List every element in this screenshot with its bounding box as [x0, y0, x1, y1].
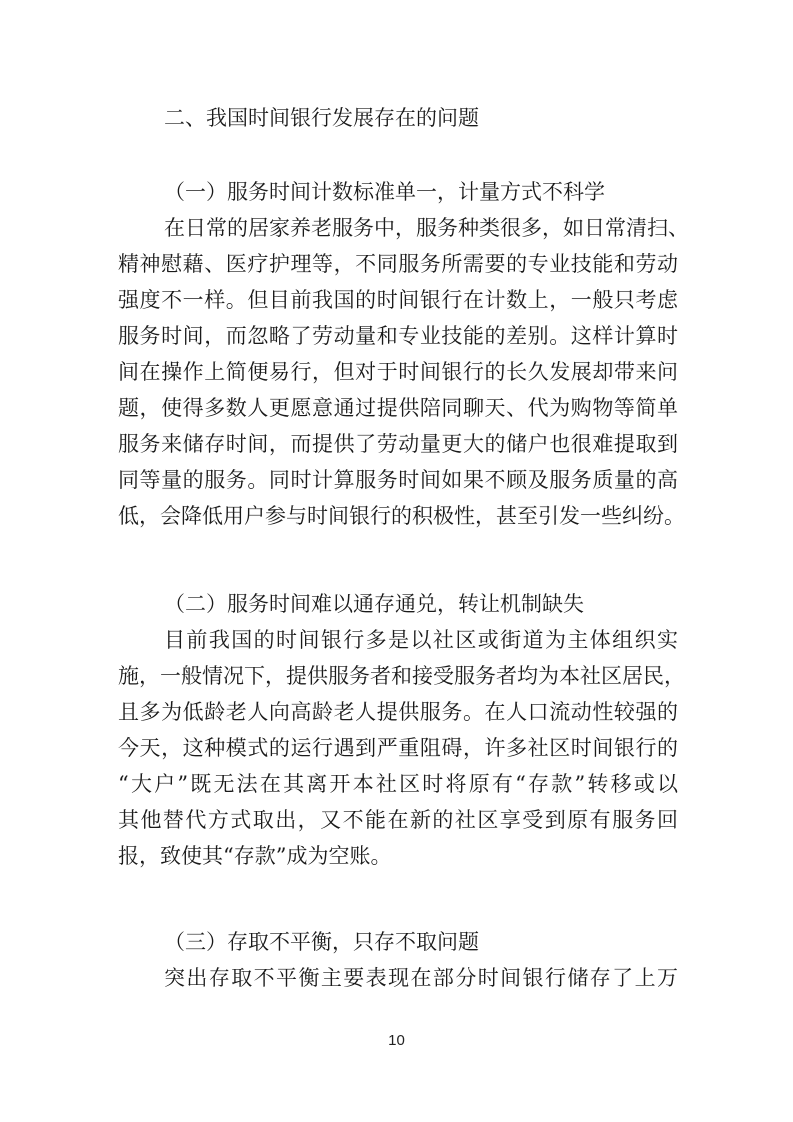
paragraph-line: 其他替代方式取出，又不能在新的社区享受到原有服务回: [118, 808, 678, 832]
paragraph-line: 强度不一样。但目前我国的时间银行在计数上，一般只考虑: [118, 288, 678, 312]
paragraph-line: 服务来储存时间，而提供了劳动量更大的储户也很难提取到: [118, 432, 678, 456]
paragraph-line: 突出存取不平衡主要表现在部分时间银行储存了上万: [164, 966, 678, 990]
page-number: 10: [388, 1032, 405, 1049]
paragraph-line: 报，致使其“存款”成为空账。: [118, 844, 392, 868]
subsection-heading-2: （二）服务时间难以通存通兑，转让机制缺失: [164, 592, 584, 616]
paragraph-line: 今天，这种模式的运行遇到严重阻碍，许多社区时间银行的: [118, 736, 678, 760]
paragraph-line: 间在操作上简便易行，但对于时间银行的长久发展却带来问: [118, 360, 678, 384]
paragraph-line: 在日常的居家养老服务中，服务种类很多，如日常清扫、: [164, 216, 689, 240]
paragraph-line: 题，使得多数人更愿意通过提供陪同聊天、代为购物等简单: [118, 396, 678, 420]
paragraph-line: 精神慰藉、医疗护理等，不同服务所需要的专业技能和劳动: [118, 252, 678, 276]
paragraph-line: 目前我国的时间银行多是以社区或街道为主体组织实: [164, 628, 678, 652]
paragraph-line: 低，会降低用户参与时间银行的积极性，甚至引发一些纠纷。: [118, 504, 685, 528]
paragraph-line: 且多为低龄老人向高龄老人提供服务。在人口流动性较强的: [118, 700, 678, 724]
subsection-heading-3: （三）存取不平衡，只存不取问题: [164, 930, 479, 954]
paragraph-line: 同等量的服务。同时计算服务时间如果不顾及服务质量的高: [118, 468, 678, 492]
paragraph-line: “大户”既无法在其离开本社区时将原有“存款”转移或以: [118, 772, 678, 796]
section-title: 二、我国时间银行发展存在的问题: [164, 106, 479, 130]
subsection-heading-1: （一）服务时间计数标准单一，计量方式不科学: [164, 180, 605, 204]
paragraph-line: 施，一般情况下，提供服务者和接受服务者均为本社区居民，: [118, 664, 685, 688]
paragraph-line: 服务时间，而忽略了劳动量和专业技能的差别。这样计算时: [118, 324, 678, 348]
